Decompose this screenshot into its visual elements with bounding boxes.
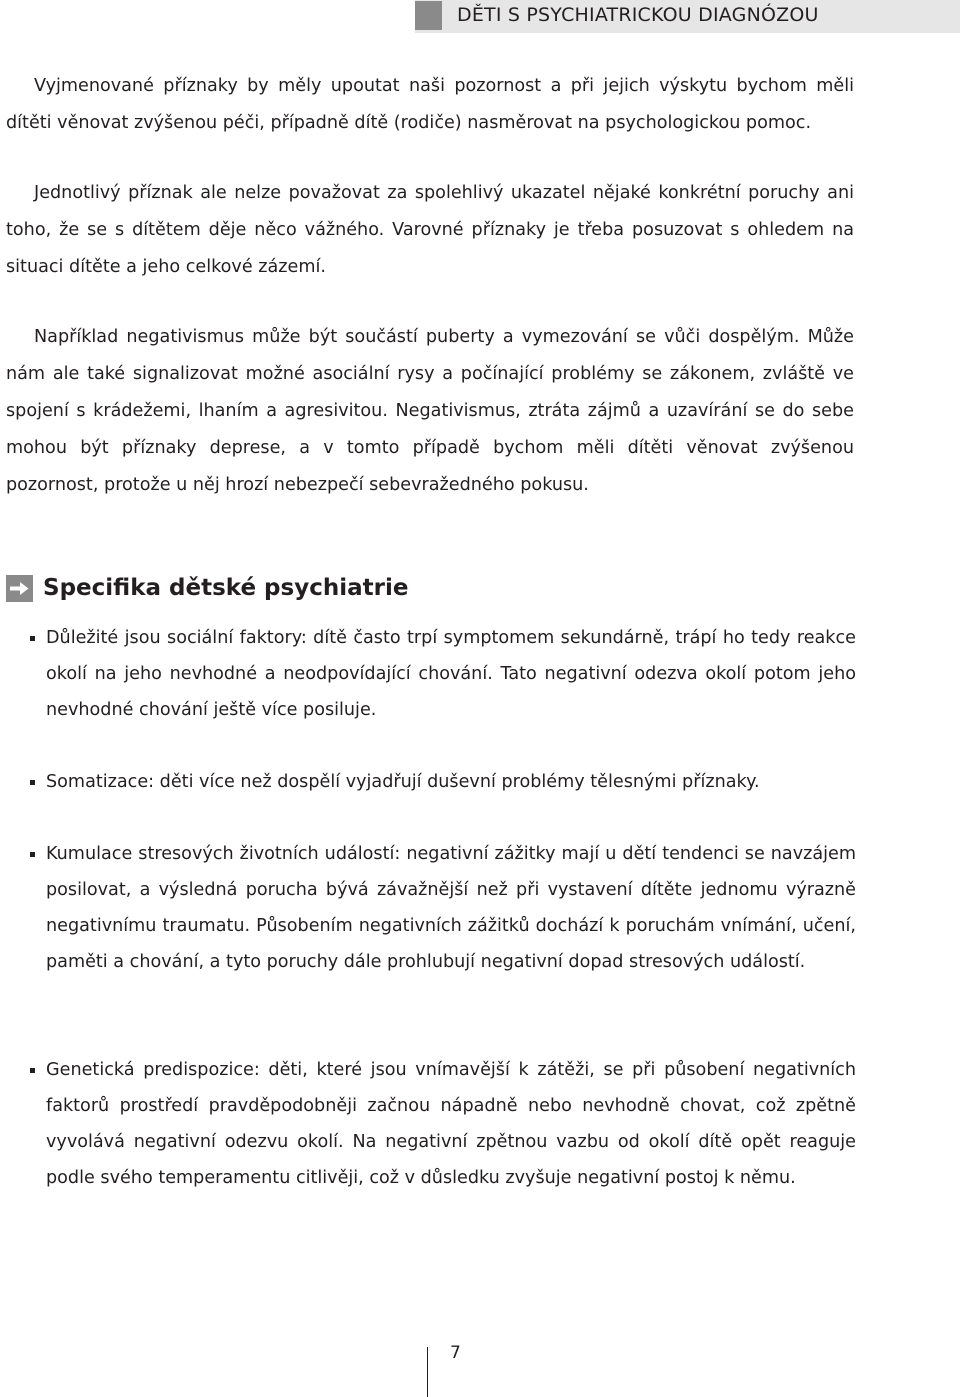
page-number: 7 [450, 1343, 461, 1363]
list-item-text: Somatizace: děti více než dospělí vyjadřují duševní problémy tělesnými příznaky. [46, 772, 760, 792]
running-header-title: DĚTI S PSYCHIATRICKOU DIAGNÓZOU [457, 4, 819, 26]
bullet-icon [30, 780, 35, 785]
paragraph-symptoms-attention: Vyjmenované příznaky by měly upoutat naši pozornost a při jejich výskytu bychom měli dítěti věnovat zvýšenou péči, případně dítě (rodiče) nasměrovat na psychologickou pomoc. [6, 76, 854, 133]
list-item [30, 620, 856, 728]
bullet-icon [30, 636, 35, 641]
footer-divider [427, 1347, 428, 1397]
list-item-text: Genetická predispozice: děti, které jsou vnímavější k zátěži, se při působení negativních faktorů prostředí pravděpodobněji začnou nápadně nebo nevhodně chovat, což zpětně vyvolává negativní odezvu okolí. Na negativní zpětnou vazbu od okolí dítě opět reaguje podle svého temperamentu citlivěji, což v důsledku zvyšuje negativní postoj k němu. [46, 1060, 856, 1188]
arrow-right-icon [6, 575, 33, 602]
header-marker [415, 1, 442, 30]
list-item [30, 1052, 856, 1196]
bullet-icon [30, 852, 35, 857]
bullet-icon [30, 1068, 35, 1073]
section-heading [6, 568, 408, 608]
list-item [30, 836, 856, 980]
paragraph-negativism: Například negativismus může být součástí puberty a vymezování se vůči dospělým. Může nám ale také signalizovat možné asociální rysy a počínající problémy se zákonem, zvláště ve spojení s krádežemi, lhaním a agresivitou. Negativismus, ztráta zájmů a uzavírání se do sebe mohou být příznaky deprese, a v tomto případě bychom měli dítěti věnovat zvýšenou pozornost, protože u něj hrozí nebezpečí sebevražedného pokusu. [6, 327, 854, 495]
list-item-text: Důležité jsou sociální faktory: dítě často trpí symptomem sekundárně, trápí ho tedy reakce okolí na jeho nevhodné a neodpovídající chování. Tato negativní odezva okolí potom jeho nevhodné chování ještě více posiluje. [46, 628, 856, 720]
section-title: Specifika dětské psychiatrie [43, 575, 409, 601]
running-header [415, 0, 960, 33]
list-item-text: Kumulace stresových životních událostí: negativní zážitky mají u dětí tendenci se navzájem posilovat, a výsledná porucha bývá závažnější než při vystavení dítěte jednomu výrazně negativnímu traumatu. Působením negativních zážitků dochází k poruchám vnímání, učení, paměti a chování, a tyto poruchy dále prohlubují negativní dopad stresových událostí. [46, 844, 856, 972]
paragraph-single-symptom: Jednotlivý příznak ale nelze považovat za spolehlivý ukazatel nějaké konkrétní poruchy ani toho, že se s dítětem děje něco vážného. Varovné příznaky je třeba posuzovat s ohledem na situaci dítěte a jeho celkové zázemí. [6, 183, 854, 277]
list-item [30, 764, 856, 800]
